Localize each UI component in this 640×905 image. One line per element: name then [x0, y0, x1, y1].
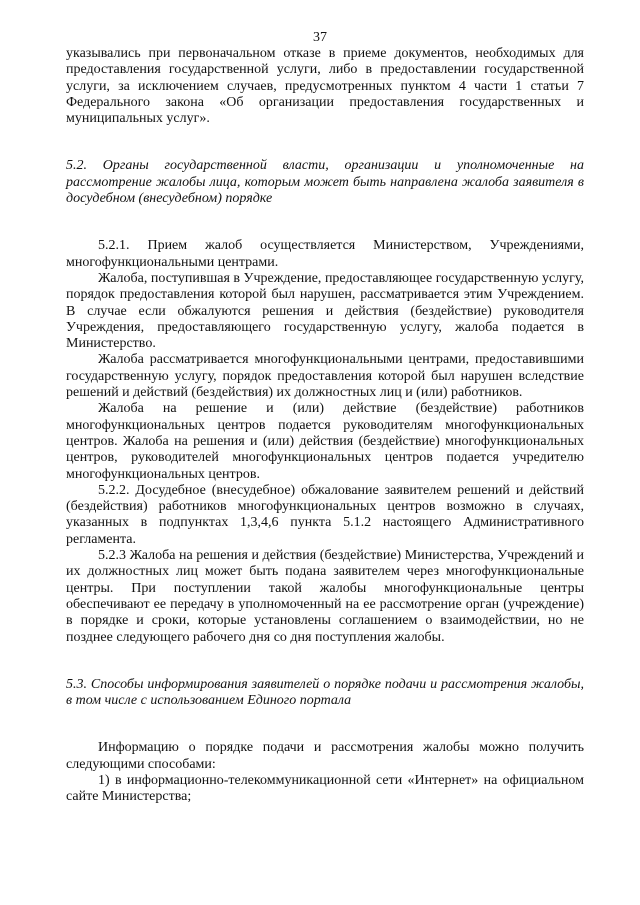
spacer	[66, 646, 584, 677]
page-content	[66, 46, 584, 806]
paragraph-method-internet: 1) в информационно-телекоммуникационной сети «Интернет» на официальном сайте Министерства;	[66, 772, 584, 805]
section-5-3-heading: 5.3. Способы информирования заявителей о порядке подачи и рассмотрения жалобы, в том числе с использованием Единого портала	[66, 676, 584, 709]
spacer	[66, 207, 584, 238]
spacer	[66, 709, 584, 740]
intro-paragraph: указывались при первоначальном отказе в приеме документов, необходимых для предоставления государственной услуги, либо в предоставлении государственной услуги, за исключением случаев, предусмотренных пунктом 4 части 1 статьи 7 Федерального закона «Об организации предоставления государственных и муниципальных услуг».	[66, 46, 584, 127]
paragraph-complaint-mfc: Жалоба рассматривается многофункциональными центрами, предоставившими государственную услугу, порядок предоставления которой был нарушен вследствие решений и действий (бездействия) их должностных лиц и (или) работников.	[66, 352, 584, 401]
paragraph-5-2-3: 5.2.3 Жалоба на решения и действия (бездействие) Министерства, Учреждений и их должностных лиц может быть подана заявителем через многофункциональные центры. При поступлении такой жалобы многофункциональные центры обеспечивают ее передачу в уполномоченный на ее рассмотрение орган (учреждение) в порядке и сроки, которые установлены соглашением о взаимодействии, но не позднее следующего рабочего дня со дня поступления жалобы.	[66, 548, 584, 645]
paragraph-5-2-1: 5.2.1. Прием жалоб осуществляется Министерством, Учреждениями, многофункциональными центрами.	[66, 238, 584, 270]
paragraph-info-methods: Информацию о порядке подачи и рассмотрения жалобы можно получить следующими способами:	[66, 740, 584, 772]
paragraph-5-2-2: 5.2.2. Досудебное (внесудебное) обжалование заявителем решений и действий (бездействия) работников многофункциональных центров возможно в случаях, указанных в подпунктах 1,3,4,6 пункта 5.1.2 настоящего Административного регламента.	[66, 482, 584, 547]
spacer	[66, 127, 584, 158]
paragraph-complaint-institution: Жалоба, поступившая в Учреждение, предоставляющее государственную услугу, порядок предоставления которой был нарушен, рассматривается этим Учреждением. В случае если обжалуются решения и действия (бездействие) руководителя Учреждения, предоставляющего государственную услугу, жалоба подается в Министерство.	[66, 270, 584, 352]
paragraph-complaint-mfc-workers: Жалоба на решение и (или) действие (бездействие) работников многофункциональных центров подается руководителям многофункциональных центров. Жалоба на решения и (или) действия (бездействие) многофункциональных центров, руководителей многофункциональных центров подается учредителю многофункциональных центров.	[66, 401, 584, 482]
section-5-2-heading: 5.2. Органы государственной власти, организации и уполномоченные на рассмотрение жалобы лица, которым может быть направлена жалоба заявителя в досудебном (внесудебном) порядке	[66, 158, 584, 207]
page-number: 37	[313, 30, 327, 45]
